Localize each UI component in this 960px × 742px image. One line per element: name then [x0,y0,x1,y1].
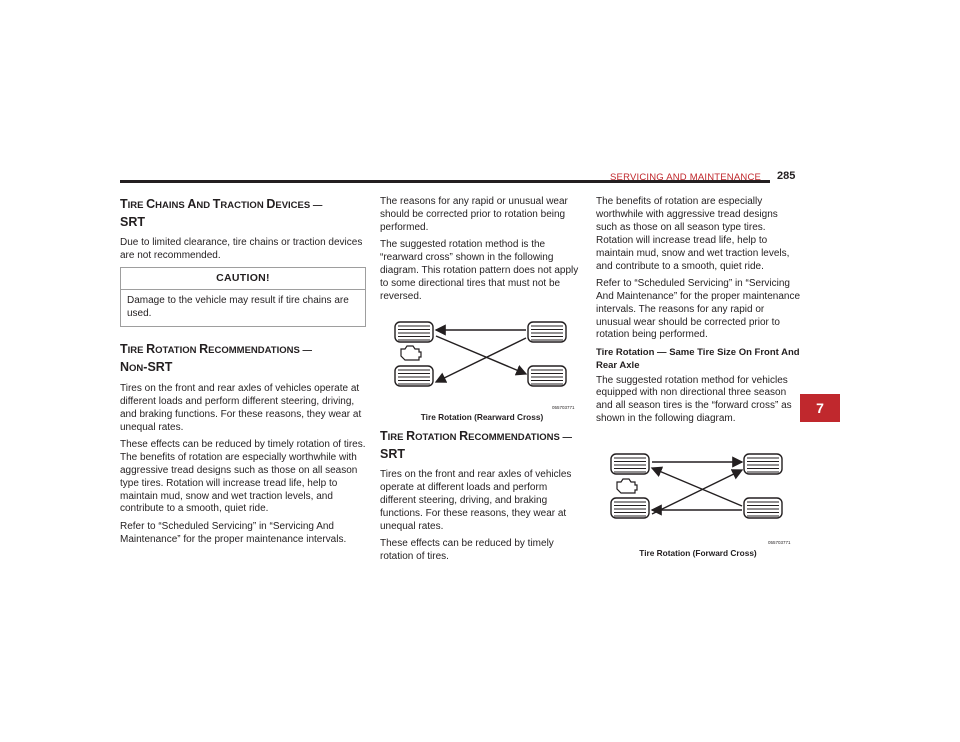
caution-text: Damage to the vehicle may result if tire chains are used. [127,295,349,320]
paragraph: The suggested rotation method is the “rearward cross” shown in the following diagram. This rotation pattern does not apply to some directional tires that must not be reversed. [380,239,579,302]
figure-forward-cross [608,450,800,546]
tire-front-right [744,454,782,474]
header-section-title: SERVICING AND MAINTENANCE [610,172,762,183]
heading-tire-chains: TIRE CHAINS AND TRACTION DEVICES — SRT [120,197,323,229]
engine-icon [617,479,637,493]
figure-code: 055703771 [552,405,575,410]
engine-icon [401,346,421,360]
paragraph: The suggested rotation method for vehicles equipped with non directional three season and all season tires is the “forward cross” as shown in the following diagram. [596,374,792,425]
paragraph: The reasons for any rapid or unusual wear should be corrected prior to rotation being performed. [380,196,568,233]
heading-rotation-non-srt: TIRE ROTATION RECOMMENDATIONS — NON-SRT [120,341,312,374]
tire-front-left [611,454,649,474]
caution-box [120,267,366,327]
forward-cross-diagram [608,450,800,546]
paragraph: Refer to “Scheduled Servicing” in “Servicing And Maintenance” for the proper maintenance intervals. [120,520,347,545]
column-2-lower [380,428,584,568]
paragraph: Due to limited clearance, tire chains or traction devices are not recommended. [120,237,363,261]
figure-code: 055703771 [768,540,791,545]
paragraph: Tires on the front and rear axles of vehicles operate at different loads and perform different steering, driving, and braking functions. For these reasons, they wear at unequal rates. [120,382,362,433]
tire-rear-right [744,498,782,518]
chapter-tab: 7 [800,394,840,422]
heading-same-tire-size: Tire Rotation — Same Tire Size On Front And Rear Axle [596,346,800,371]
heading-rotation-srt: TIRE ROTATION RECOMMENDATIONS — SRT [380,429,572,461]
tire-rear-right [528,366,566,386]
page-number: 285 [777,170,796,182]
paragraph: Tires on the front and rear axles of vehicles operate at different loads and perform different steering, driving, and braking functions. For these reasons, they wear at unequal rates. [380,469,572,532]
paragraph: Refer to “Scheduled Servicing” in “Servicing And Maintenance” for the proper maintenance intervals. The reasons for any rapid or unusual wear should be corrected prior to rotation being performed. [596,277,801,341]
column-1 [120,196,366,551]
tire-front-right [528,322,566,342]
figure-rearward-cross [392,318,584,410]
caution-title: CAUTION! [121,268,365,290]
paragraph: These effects can be reduced by timely rotation of tires. [380,537,554,562]
tire-rear-left [395,366,433,386]
tire-front-left [395,322,433,342]
paragraph: These effects can be reduced by timely rotation of tires. The benefits of rotation are especially worthwhile with aggressive tread designs such as those on all season type tires. Rotation will increase tread life, help to maintain mud, snow and wet traction levels, and contribute to a smooth, quiet ride. [120,438,366,515]
figure-caption-rearward: Tire Rotation (Rearward Cross) [420,412,544,422]
column-2 [380,196,584,308]
column-3 [596,196,800,431]
rearward-cross-diagram [392,318,584,410]
figure-caption-forward: Tire Rotation (Forward Cross) [639,548,757,558]
paragraph: The benefits of rotation are especially worthwhile with aggressive tread designs such as those on all season type tires. Rotation will increase tread life, help to maintain mud, snow and wet traction levels, and contribute to a smooth, quiet ride. [596,196,790,272]
tire-rear-left [611,498,649,518]
